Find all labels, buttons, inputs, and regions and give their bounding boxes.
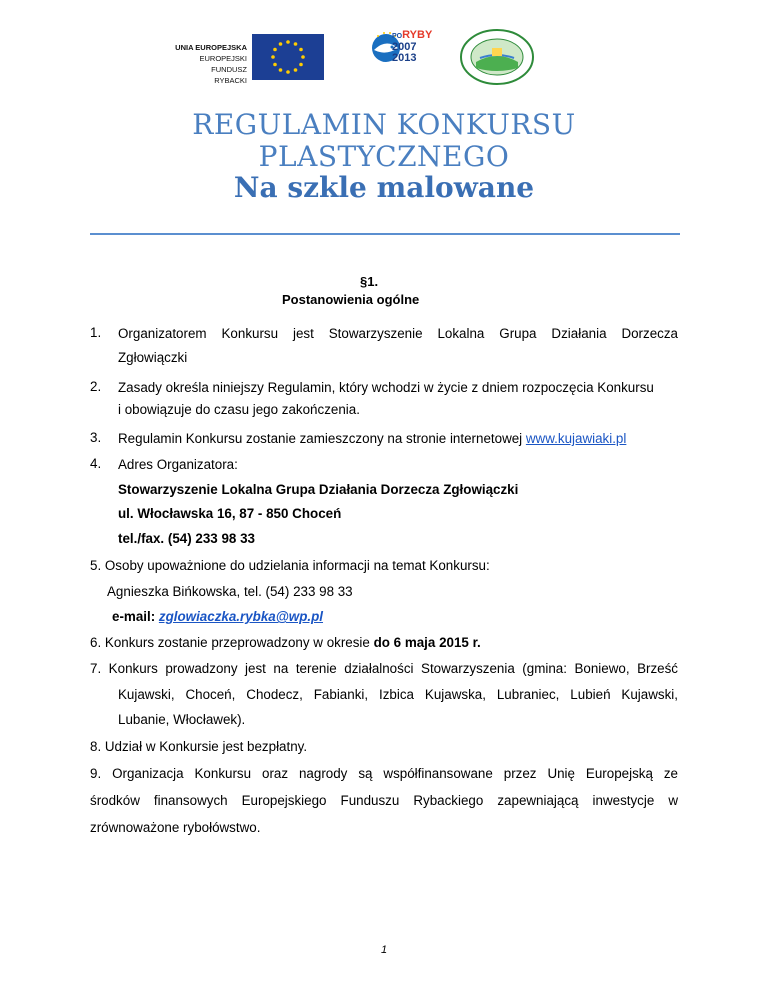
organizer-street: ul. Włocławska 16, 87 - 850 Choceń: [118, 506, 342, 521]
po-ryby-logo: [362, 26, 438, 88]
title-divider: [90, 233, 680, 235]
item-5-line: 5. Osoby upoważnione do udzielania informacji na temat Konkursu:: [90, 558, 490, 573]
item-1-number: 1.: [90, 325, 102, 340]
item-6-line: 6. Konkurs zostanie przeprowadzony w okresie do 6 maja 2015 r.: [90, 635, 481, 650]
item-3-line: Regulamin Konkursu zostanie zamieszczony na stronie internetowej www.kujawiaki.pl: [118, 431, 627, 446]
item-9-line-3: zrównoważone rybołówstwo.: [90, 820, 261, 835]
organizer-phone: tel./fax. (54) 233 98 33: [118, 531, 255, 546]
section-number: §1.: [360, 274, 379, 289]
contact-person: Agnieszka Bińkowska, tel. (54) 233 98 33: [107, 584, 353, 599]
logos-header: [160, 26, 540, 88]
contact-email: e-mail: zglowiaczka.rybka@wp.pl: [112, 609, 324, 624]
title-line-2: PLASTYCZNEGO: [258, 140, 510, 173]
item-4-label: Adres Organizatora:: [118, 457, 238, 472]
item-1-line-2: Zgłowiączki: [118, 350, 188, 365]
item-7-line-1: 7. Konkurs prowadzony jest na terenie działalności Stowarzyszenia (gmina: Boniewo, Brześć: [90, 661, 678, 676]
organizer-name: Stowarzyszenie Lokalna Grupa Działania Dorzecza Zgłowiączki: [118, 482, 519, 497]
item-9-line-1: 9. Organizacja Konkursu oraz nagrody są współfinansowane przez Unię Europejską ze: [90, 766, 678, 781]
title-line-1: REGULAMIN KONKURSU: [192, 108, 576, 141]
item-1-line-1: Organizatorem Konkursu jest Stowarzyszenie Lokalna Grupa Działania Dorzecza: [118, 326, 678, 341]
item-2-line-1: Zasady określa niniejszy Regulamin, który wchodzi w życie z dniem rozpoczęcia Konkursu: [118, 380, 654, 395]
item-2-number: 2.: [90, 379, 102, 394]
kujawiaki-link[interactable]: www.kujawiaki.pl: [525, 431, 627, 446]
eu-flag-icon: [252, 34, 324, 80]
item-7-line-2: Kujawski, Choceń, Chodecz, Fabianki, Izbica Kujawska, Lubraniec, Lubień Kujawski,: [118, 687, 678, 702]
po-ryby-text: PORYBY 2007 2013: [392, 29, 433, 64]
page-number: 1: [380, 944, 388, 956]
item-8-line: 8. Udział w Konkursie jest bezpłatny.: [90, 739, 308, 754]
section-heading: Postanowienia ogólne: [282, 292, 420, 307]
item-2-line-2: i obowiązuje do czasu jego zakończenia.: [118, 402, 360, 417]
email-link[interactable]: zglowiaczka.rybka@wp.pl: [158, 609, 324, 624]
eu-logo-text: UNIA EUROPEJSKA EUROPEJSKI FUNDUSZ RYBACKI: [175, 43, 247, 85]
item-9-line-2: środków finansowych Europejskiego Funduszu Rybackiego zapewniającą inwestycje w: [90, 793, 678, 808]
item-4-number: 4.: [90, 456, 102, 471]
lgd-zglowiaczki-logo: [458, 28, 536, 86]
item-3-number: 3.: [90, 430, 102, 445]
eu-logo: [160, 28, 325, 84]
item-7-line-3: Lubanie, Włocławek).: [118, 712, 246, 727]
title-line-3: Na szkle malowane: [233, 171, 535, 204]
